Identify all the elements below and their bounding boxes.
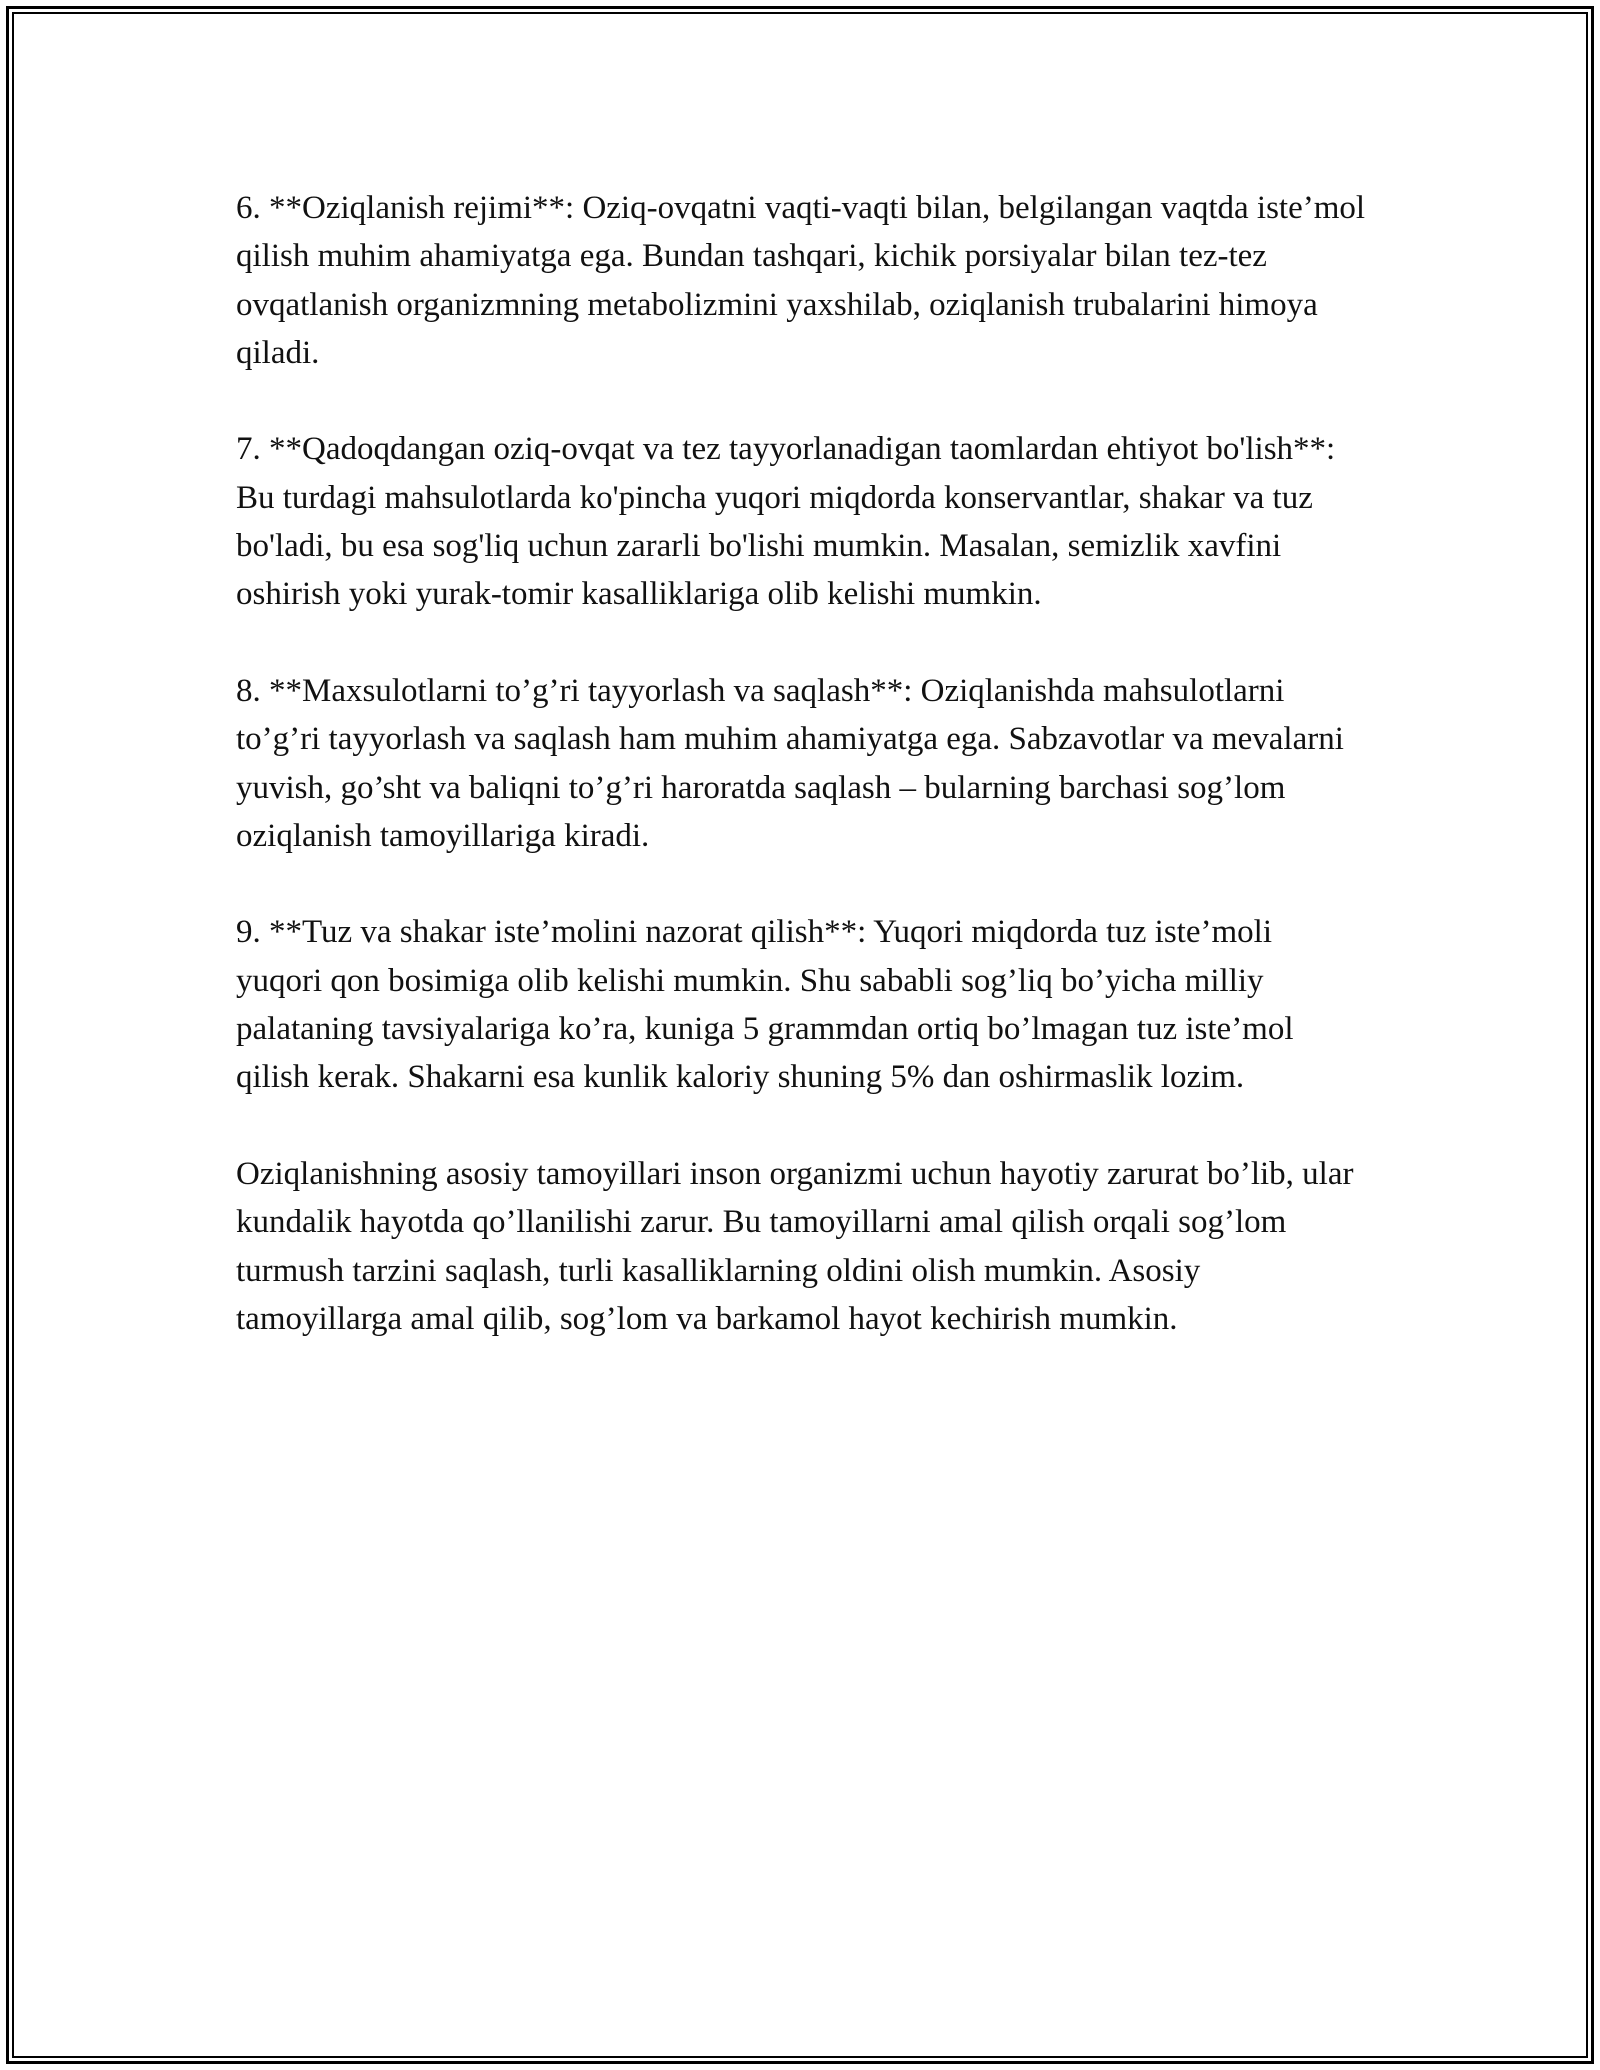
paragraph-qadoqlangan-oziq-ovqat: 7. **Qadoqdangan oziq-ovqat va tez tayyorlanadigan taomlardan ehtiyot bo'lish**: Bu turdagi mahsulotlarda ko'pincha yuqori miqdorda konservantlar, shakar va tuz bo'ladi, bu esa sog'liq uchun zararli bo'lishi mumkin. Masalan, semizlik xavfini oshirish yoki yurak-tomir kasalliklariga olib kelishi mumkin. [236, 431, 1336, 613]
paragraph-oziqlanish-rejimi: 6. **Oziqlanish rejimi**: Oziq-ovqatni vaqti-vaqti bilan, belgilangan vaqtda iste’mol qilish muhim ahamiyatga ega. Bundan tashqari, kichik porsiyalar bilan tez-tez ovqatlanish organizmning metabolizmini yaxshilab, oziqlanish trubalarini himoya qiladi. [236, 190, 1366, 371]
document-body [236, 184, 1366, 1391]
paragraph-conclusion: Oziqlanishning asosiy tamoyillari inson organizmi uchun hayotiy zarurat bo’lib, ular kundalik hayotda qo’llanilishi zarur. Bu tamoyillarni amal qilish orqali sog’lom turmush tarzini saqlash, turli kasalliklarning oldini olish mumkin. Asosiy tamoyillarga amal qilib, sog’lom va barkamol hayot kechirish mumkin. [236, 1155, 1354, 1337]
paragraph-maxsulotlarni-tayyorlash: 8. **Maxsulotlarni to’g’ri tayyorlash va saqlash**: Oziqlanishda mahsulotlarni to’g’ri tayyorlash va saqlash ham muhim ahamiyatga ega. Sabzavotlar va mevalarni yuvish, go’sht va baliqni to’g’ri haroratda saqlash – bularning barchasi sog’lom oziqlanish tamoyillariga kiradi. [236, 672, 1344, 854]
paragraph-tuz-va-shakar: 9. **Tuz va shakar iste’molini nazorat qilish**: Yuqori miqdorda tuz iste’moli yuqori qon bosimiga olib kelishi mumkin. Shu sababli sog’liq bo’yicha milliy palataning tavsiyalariga ko’ra, kuniga 5 grammdan ortiq bo’lmagan tuz iste’mol qilish kerak. Shakarni esa kunlik kaloriy shuning 5% dan oshirmaslik lozim. [236, 914, 1294, 1096]
